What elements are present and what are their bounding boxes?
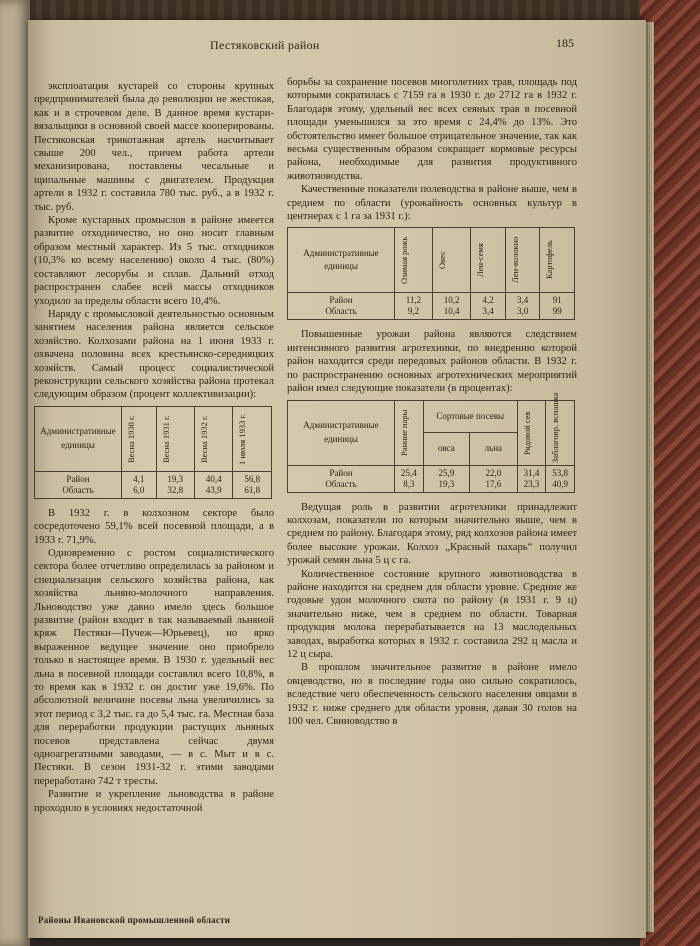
table-header: Административные единицы bbox=[35, 406, 122, 471]
footer-signature: Районы Ивановской промышленной области bbox=[38, 915, 231, 925]
table-header-row: Административные единицы Ранние пары Сортовые посевы Рядовой сев Заблаговр. вспашка bbox=[288, 400, 575, 433]
right-column bbox=[287, 76, 577, 728]
table-row: Район Область 25,4 8,3 25,9 19,3 22,0 17,6 31,4 23,3 53,8 40,9 bbox=[288, 465, 575, 492]
table-header: 1 июля 1933 г. bbox=[233, 406, 272, 471]
paragraph: Ведущая роль в развитии агротехники принадлежит колхозам, показатели по которым значительно выше, чем в среднем по району. Благодаря этому, ряд колхозов района имеет более высокие урожаи. Колхоз „Красный пахарь“ получил урожай семян льна 5 ц с га. bbox=[287, 501, 577, 567]
collectivization-table bbox=[34, 406, 272, 499]
table-header: Весна 1930 г. bbox=[122, 406, 157, 471]
table-row: Район Область 11,2 9,2 10,2 10,4 4,2 3,4 3,4 3,0 91 99 bbox=[288, 293, 575, 320]
paragraph: В прошлом значительное развитие в районе имело овцеводство, но в последние годы оно сильно сократилось, вследствие чего обеспеченность сельского населения овцами в 1932 г. ниже среднего для области уровня, давая 30 голов на 100 чел. Свиноводство в bbox=[287, 662, 577, 727]
paragraph: Качественные показатели полеводства в районе выше, чем в среднем по области (урожайность основных культур в центнерах с 1 га за 1931 г.): bbox=[287, 184, 577, 223]
paragraph: Наряду с промысловой деятельностью основным занятием населения района является сельское хозяйство. Колхозами района на 1 июня 1933 г. охвачена половина всех крестьянско-середняцких хозяйств. Самый процесс социалистической реконструкции сельского хозяйства района протекал следующим образом (процент коллективизации): bbox=[34, 308, 274, 401]
adjacent-page-edge bbox=[0, 0, 30, 946]
table-header: Весна 1931 г. bbox=[156, 406, 194, 471]
table-header: Весна 1932 г. bbox=[195, 406, 233, 471]
table-header: Административные единицы bbox=[288, 400, 395, 465]
table-row: Район Область 4,1 6,0 19,3 32,8 40,4 43,9 56,8 61,8 bbox=[35, 471, 272, 498]
table-header: Административные единицы bbox=[288, 228, 395, 293]
paragraph: Одновременно с ростом социалистического сектора более отчетливо определилась за районом и специализация сельского хозяйства района, как хозяйства льняно-молочного направления. Льноводство уже давно имело здесь большое развитие (район входит в так называемый льняной кряж Пестяки—Пучеж—Юрьевец), но ярко выраженное ведущее значение оно приобрело только в настоящее время. В 1930 г. удельный вес льна в посевной площади составлял всего 10,8%, в то время как в 1932 г. он достиг уже 19,6%. По абсолютной величине посевы льна увеличились за этот период с 3,2 тыс. га до 5,4 тыс. га. Местная база для переработки продукции растущих льняных посевов представлена сейчас двумя одноагрегатными заводами, — в с. Мыт и в с. Пестяки. В сезон 1931-32 г. этими заводами переработано 742 т тресты. bbox=[34, 547, 274, 787]
paragraph: эксплоатация кустарей со стороны крупных предпринимателей была до революции не жестокая, как и в строчевом деле. В данное время кустари-вязальщики в основной своей массе кооперированы. Пестяковская трикотажная артель насчитывает свыше 200 чел., причем работа артели механизирована, поставлены чесальные и щипальные машины с двигателем. Продукция артели в 1932 г. составила 780 тыс. руб., а в 1932 г. тыс. руб. bbox=[34, 81, 274, 213]
paragraph: В 1932 г. в колхозном секторе было сосредоточено 59,1% всей посевной площади, а в 1933 г. 71,9%. bbox=[34, 507, 274, 546]
paragraph: борьбы за сохранение посевов многолетних трав, площадь под которыми сократилась с 7159 га в 1930 г. до 2712 га в 1932 г. Благодаря этому, удельный вес всех сеяных трав в посевной площади уменьшился за это время с 24,4% до 13%. Это обстоятельство имеет большое отрицательное значение, так как весьма существенным образом сокращает кормовые ресурсы района, необходимые для развития продуктивного животноводства. bbox=[287, 77, 577, 182]
yield-table bbox=[287, 227, 575, 320]
table-header: льна bbox=[470, 433, 518, 466]
table-header-row bbox=[35, 406, 272, 471]
table-header-row: Административные единицы Озимая рожь Овес Лен-семя Лен-волокно Картофель bbox=[288, 228, 575, 293]
agrotechnics-table bbox=[287, 391, 575, 493]
running-title: Пестяковский район bbox=[210, 38, 320, 52]
paragraph: Развитие и укрепление льноводства в районе проходило в условиях недостаточной bbox=[34, 789, 274, 814]
page-number: 185 bbox=[556, 36, 574, 50]
paragraph: Кроме кустарных промыслов в районе имеется развитие отходничество, но оно носит главным образом местный характер. Из 5 тыс. отходников (10,3% ко всему населению) около 4 тыс. (80%) составляют лесорубы и сплав. Дальний отход распространен слабее всей массы отходников уходило за пределы области всего 10,4%. bbox=[34, 215, 274, 307]
table-header: Сортовые посевы bbox=[423, 400, 517, 433]
left-column bbox=[34, 80, 274, 815]
table-header: овса bbox=[423, 433, 469, 466]
paragraph: Повышенные урожаи района являются следствием интенсивного развития агротехники, по внедрению которой район находится среди передовых районов области. В 1932 г. по распространению основных агротехнических мероприятий район имел следующие показатели (в процентах): bbox=[287, 329, 577, 395]
paragraph: Количественное состояние крупного животноводства в районе находится на среднем для области уровне. Средние же годовые удои молочного скота по району (в 1931 г. 9 ц) значительно ниже, чем в среднем по области. Товарная продукция молока перерабатывается на 13 маслодельных заводах, выработка которых в 1932 г. составила 292 ц масла и 12 ц сыра. bbox=[287, 568, 577, 660]
